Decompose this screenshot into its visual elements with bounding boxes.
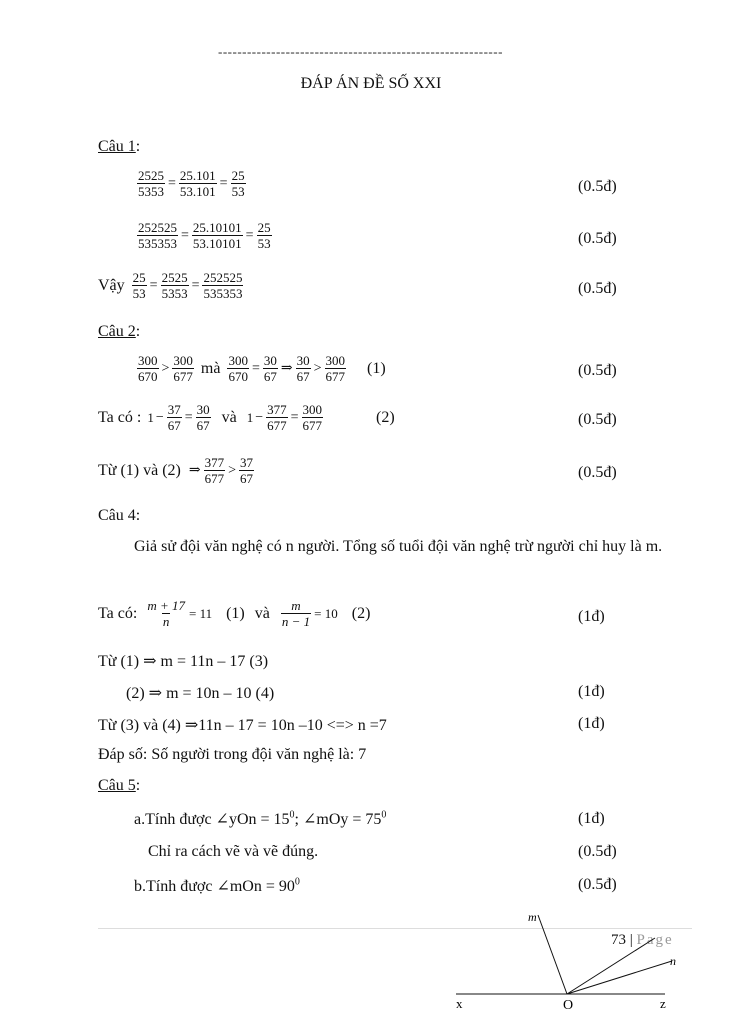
cau5-b-score: (0.5đ) bbox=[578, 876, 617, 893]
cau1-heading: Câu 1: bbox=[98, 138, 141, 155]
cau1-row3: Vậy $\frac{25}{53}$ = $\frac{2525}{5353}$ = $\frac{252525}{535353}$ bbox=[98, 270, 243, 301]
label-x: x bbox=[456, 996, 463, 1011]
cau5-draw-score: (0.5đ) bbox=[578, 843, 617, 860]
cau2-row2: Ta có : 1 − $\frac{37}{67}$ = $\frac{30}{67}$ và 1 − $\frac{377}{677}$ = $\frac{300}{677}$ (2) bbox=[98, 402, 395, 433]
cau5-draw: Chỉ ra cách vẽ và vẽ đúng. bbox=[148, 843, 319, 860]
label-n: n bbox=[670, 954, 676, 968]
cau1-score1: (0.5đ) bbox=[578, 178, 617, 195]
cau2-score1: (0.5đ) bbox=[578, 362, 617, 379]
cau4-paragraph: Giả sử đội văn nghệ có n người. Tổng số tuổi đội văn nghệ trừ người chỉ huy là m. bbox=[134, 538, 663, 555]
angle-figure bbox=[440, 905, 700, 1017]
cau4-row1: Ta có: $\frac{m + 17}{n}$ = 11 (1) và $\frac{m}{n - 1}$ = 10 (2) bbox=[98, 598, 371, 629]
cau1-row2: $\frac{252525}{535353}$ = $\frac{25.10101}{53.10101}$ = $\frac{25}{53}$ bbox=[138, 220, 271, 251]
cau4-row3: (2) ⇒ m = 10n – 10 (4) bbox=[126, 685, 275, 702]
cau4-row2: Từ (1) ⇒ m = 11n – 17 (3) bbox=[98, 653, 269, 670]
label-z: z bbox=[660, 996, 666, 1011]
cau5-a-score: (1đ) bbox=[578, 810, 605, 827]
separator-line: ----------------------------------------------------------- bbox=[218, 44, 503, 59]
cau5-a: a.Tính được ∠yOn = $15^0$; ∠mOy = $75^0$ bbox=[134, 809, 387, 828]
cau5-b: b.Tính được ∠mOn = $90^0$ bbox=[134, 876, 300, 895]
cau2-row3: Từ (1) và (2) ⇒ $\frac{377}{677}$ > $\frac{37}{67}$ bbox=[98, 455, 253, 486]
cau1-row1: $\frac{2525}{5353}$ = $\frac{25.101}{53.101}$ = $\frac{25}{53}$ bbox=[138, 168, 245, 199]
cau4-score1: (1đ) bbox=[578, 608, 605, 625]
label-o: O bbox=[563, 998, 574, 1013]
page-title: ĐÁP ÁN ĐỀ SỐ XXI bbox=[300, 75, 442, 92]
cau4-heading: Câu 4: bbox=[98, 507, 141, 524]
ray-oy bbox=[567, 961, 672, 994]
label-m: m bbox=[528, 910, 537, 924]
cau4-answer: Đáp số: Số người trong đội văn nghệ là: 7 bbox=[98, 746, 367, 763]
ray-on bbox=[567, 938, 655, 994]
cau2-heading: Câu 2: bbox=[98, 323, 141, 340]
cau2-row1: $\frac{300}{670}$ > $\frac{300}{677}$ mà $\frac{300}{670}$ = $\frac{30}{67}$ ⇒ $\frac{30}{67}$ > $\frac{300}{677}$ (1) bbox=[138, 353, 386, 384]
page-number: 73 | Page bbox=[611, 932, 674, 948]
cau4-score4: (1đ) bbox=[578, 715, 605, 732]
cau1-score2: (0.5đ) bbox=[578, 230, 617, 247]
ray-om bbox=[538, 915, 567, 994]
cau4-row4: Từ (3) và (4) ⇒11n – 17 = 10n –10 <=> n =7 bbox=[98, 717, 387, 734]
cau4-score3: (1đ) bbox=[578, 683, 605, 700]
cau1-score3: (0.5đ) bbox=[578, 280, 617, 297]
cau2-score3: (0.5đ) bbox=[578, 464, 617, 481]
cau5-heading: Câu 5: bbox=[98, 777, 141, 794]
cau2-score2: (0.5đ) bbox=[578, 411, 617, 428]
